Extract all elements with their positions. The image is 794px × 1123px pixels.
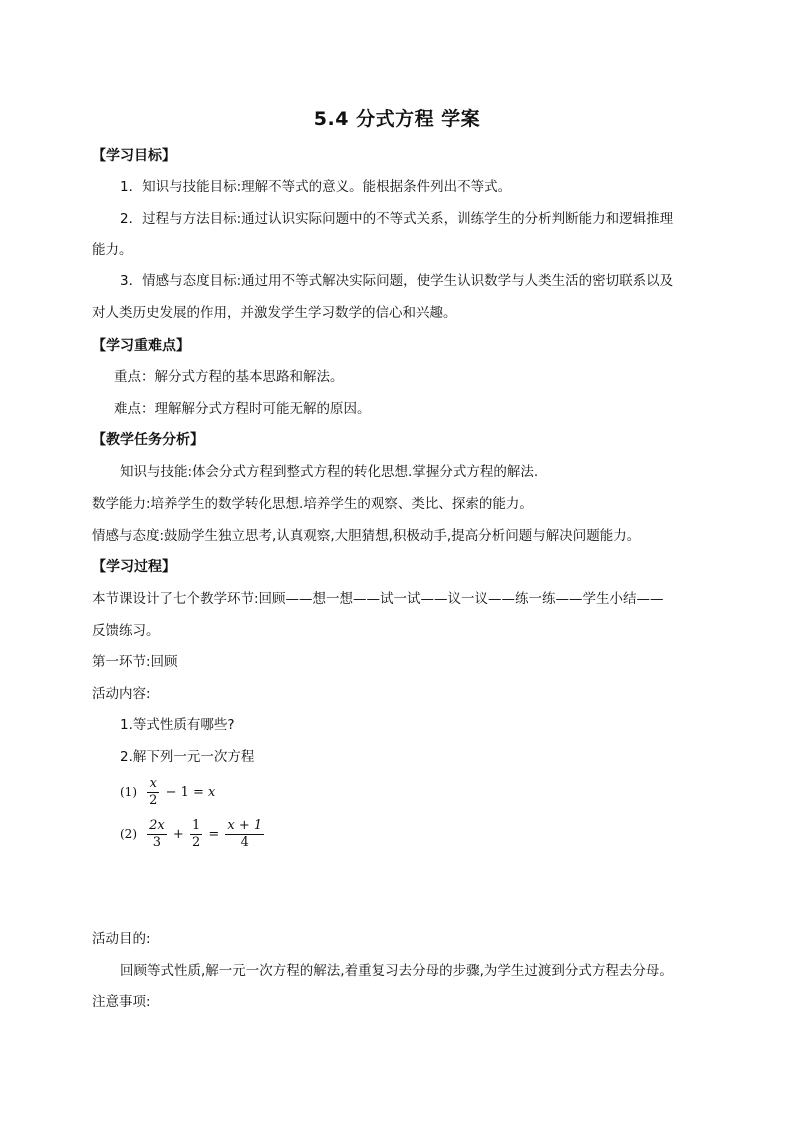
process-line-2: 反馈练习。 [92,623,160,639]
goal-2-line-1: 2．过程与方法目标:通过认识实际问题中的不等式关系，训练学生的分析判断能力和逻辑推理 [120,211,674,227]
task-attitude: 情感与态度:鼓励学生独立思考,认真观察,大胆猜想,积极动手,提高分析问题与解决问题能力。 [92,528,641,544]
equation-1-fraction [147,776,159,809]
process-heading: 【学习过程】 [92,559,176,575]
difficult-point: 难点：理解解分式方程时可能无解的原因。 [114,401,371,417]
key-points-heading: 【学习重难点】 [92,338,190,354]
goal-1: 1．知识与技能目标:理解不等式的意义。能根据条件列出不等式。 [120,179,512,195]
process-line-1: 本节课设计了七个教学环节:回顾——想一想——试一试——议一议——练一练——学生小结—— [92,591,664,607]
task-knowledge: 知识与技能:体会分式方程到整式方程的转化思想.掌握分式方程的解法. [120,464,539,480]
equation-2 [120,818,266,851]
fraction-numerator: 2x [149,818,165,833]
equation-2-fraction-3 [225,818,264,851]
fraction-denominator: 4 [240,835,249,850]
key-point: 重点：解分式方程的基本思路和解法。 [114,369,344,385]
task-ability: 数学能力:培养学生的数学转化思想.培养学生的观察、类比、探索的能力。 [92,496,533,512]
equation-2-fraction-2 [190,818,202,851]
equation-1-label: (1) [120,785,137,799]
fraction-denominator: 2 [149,793,158,808]
equals-sign: = [208,827,220,842]
activity-goal-label: 活动目的: [92,931,151,947]
page-title: 5.4 分式方程 学案 [313,108,481,130]
equation-1-rhs: x [208,785,216,800]
plus-sign: + [172,827,184,842]
task-analysis-heading: 【教学任务分析】 [92,432,204,448]
question-2: 2.解下列一元一次方程 [120,749,255,765]
equation-2-label: (2) [120,827,137,841]
notes-label: 注意事项: [92,994,151,1010]
equation-2-fraction-1 [147,818,167,851]
fraction-denominator: 2 [191,835,201,850]
goals-heading: 【学习目标】 [92,148,176,164]
fraction-numerator: x [147,776,159,793]
goal-3-line-2: 对人类历史发展的作用，并激发学生学习数学的信心和兴趣。 [92,305,457,321]
goal-3-line-1: 3．情感与态度目标:通过用不等式解决实际问题，使学生认识数学与人类生活的密切联系以及 [120,273,674,289]
fraction-denominator: 3 [152,835,162,850]
goal-2-line-2: 能力。 [92,242,133,258]
fraction-numerator: 1 [191,818,201,833]
equation-1-operator: − 1 = [165,785,209,800]
fraction-numerator: x + 1 [227,818,263,833]
activity-content-label: 活动内容: [92,686,151,702]
question-1: 1.等式性质有哪些? [120,717,235,733]
activity-goal-text: 回顾等式性质,解一元一次方程的解法,着重复习去分母的步骤,为学生过渡到分式方程去分母。 [120,963,673,979]
stage-1: 第一环节:回顾 [92,654,178,670]
equation-1 [120,776,215,809]
